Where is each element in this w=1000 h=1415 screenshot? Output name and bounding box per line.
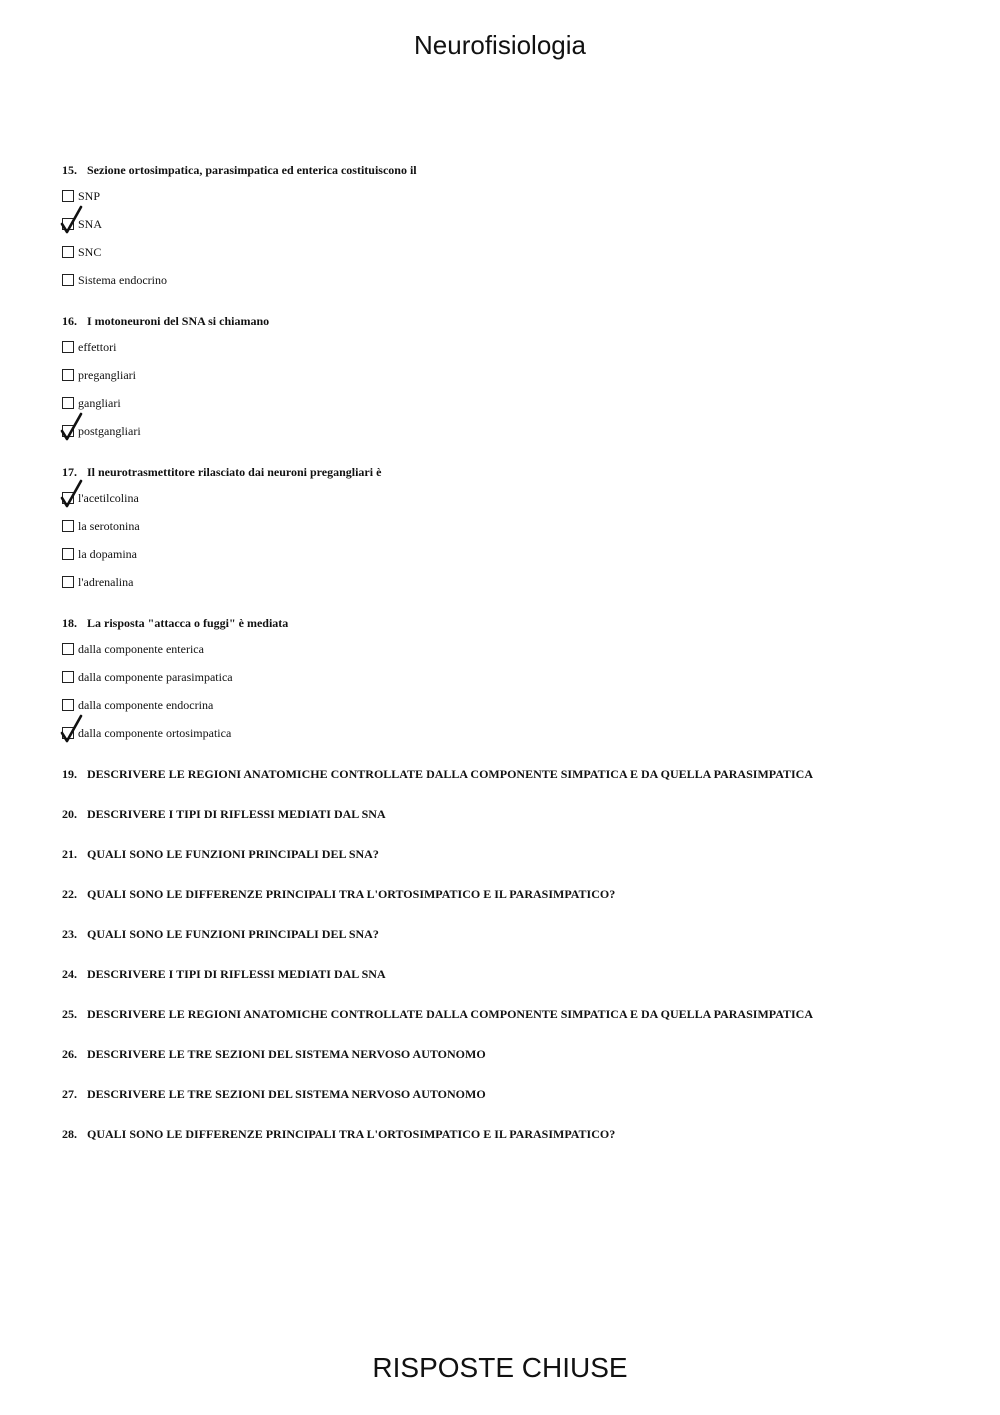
open-question-26 <box>62 1046 962 1063</box>
checkbox[interactable] <box>62 727 74 739</box>
question-text: I motoneuroni del SNA si chiamano <box>87 314 270 328</box>
option-list <box>62 490 962 602</box>
option-label: la dopamina <box>78 547 137 561</box>
question-heading <box>62 464 962 481</box>
option-item[interactable] <box>62 574 962 602</box>
option-label: l'adrenalina <box>78 575 134 589</box>
question-17 <box>62 464 962 602</box>
question-number: 19. <box>62 767 77 781</box>
checkbox[interactable] <box>62 576 74 588</box>
option-item[interactable] <box>62 490 962 518</box>
page-title: Neurofisiologia <box>414 30 586 60</box>
option-item[interactable] <box>62 216 962 244</box>
question-text: DESCRIVERE LE REGIONI ANATOMICHE CONTROLLATE DALLA COMPONENTE SIMPATICA E DA QUELLA PARASIMPATICA <box>87 1007 813 1021</box>
option-item[interactable] <box>62 697 962 725</box>
question-heading <box>62 1086 962 1103</box>
question-heading <box>62 162 962 179</box>
question-18 <box>62 615 962 753</box>
option-label: gangliari <box>78 396 121 410</box>
option-label: SNA <box>78 217 103 231</box>
checkbox[interactable] <box>62 397 74 409</box>
question-text: La risposta "attacca o fuggi" è mediata <box>87 616 289 630</box>
question-text: QUALI SONO LE FUNZIONI PRINCIPALI DEL SNA? <box>87 927 379 941</box>
option-label: la serotonina <box>78 519 140 533</box>
option-label: dalla componente ortosimpatica <box>78 726 232 740</box>
option-item[interactable] <box>62 518 962 546</box>
option-label: effettori <box>78 340 117 354</box>
checkbox[interactable] <box>62 341 74 353</box>
question-number: 20. <box>62 807 77 821</box>
question-number: 17. <box>62 465 77 479</box>
question-number: 25. <box>62 1007 77 1021</box>
question-number: 24. <box>62 967 77 981</box>
option-item[interactable] <box>62 546 962 574</box>
option-item[interactable] <box>62 272 962 300</box>
option-label: SNP <box>78 189 101 203</box>
option-label: dalla componente parasimpatica <box>78 670 233 684</box>
question-heading <box>62 926 962 943</box>
question-heading <box>62 1006 962 1023</box>
checkbox[interactable] <box>62 274 74 286</box>
question-list <box>62 162 962 1166</box>
open-question-27 <box>62 1086 962 1103</box>
option-item[interactable] <box>62 339 962 367</box>
question-heading <box>62 313 962 330</box>
option-label: dalla componente endocrina <box>78 698 214 712</box>
option-label: Sistema endocrino <box>78 273 167 287</box>
question-heading <box>62 886 962 903</box>
open-question-22 <box>62 886 962 903</box>
option-label: pregangliari <box>78 368 136 382</box>
option-item[interactable] <box>62 367 962 395</box>
checkbox[interactable] <box>62 369 74 381</box>
option-list <box>62 641 962 753</box>
option-label: l'acetilcolina <box>78 491 139 505</box>
question-text: QUALI SONO LE FUNZIONI PRINCIPALI DEL SNA? <box>87 847 379 861</box>
question-number: 21. <box>62 847 77 861</box>
checkbox[interactable] <box>62 671 74 683</box>
question-heading <box>62 806 962 823</box>
option-label: SNC <box>78 245 102 259</box>
footer-label: RISPOSTE CHIUSE <box>372 1352 628 1383</box>
question-number: 26. <box>62 1047 77 1061</box>
question-number: 16. <box>62 314 77 328</box>
open-question-24 <box>62 966 962 983</box>
question-number: 15. <box>62 163 77 177</box>
open-question-23 <box>62 926 962 943</box>
question-heading <box>62 846 962 863</box>
question-heading <box>62 1046 962 1063</box>
open-question-19 <box>62 766 962 783</box>
question-number: 28. <box>62 1127 77 1141</box>
option-label: dalla componente enterica <box>78 642 204 656</box>
option-item[interactable] <box>62 188 962 216</box>
option-list <box>62 339 962 451</box>
checkbox[interactable] <box>62 643 74 655</box>
option-item[interactable] <box>62 669 962 697</box>
question-16 <box>62 313 962 451</box>
question-number: 18. <box>62 616 77 630</box>
checkbox[interactable] <box>62 190 74 202</box>
question-heading <box>62 766 962 783</box>
question-heading <box>62 966 962 983</box>
question-text: DESCRIVERE LE TRE SEZIONI DEL SISTEMA NERVOSO AUTONOMO <box>87 1047 486 1061</box>
option-item[interactable] <box>62 423 962 451</box>
question-number: 23. <box>62 927 77 941</box>
question-text: DESCRIVERE LE TRE SEZIONI DEL SISTEMA NERVOSO AUTONOMO <box>87 1087 486 1101</box>
checkbox[interactable] <box>62 699 74 711</box>
checkbox[interactable] <box>62 520 74 532</box>
option-item[interactable] <box>62 725 962 753</box>
checkbox[interactable] <box>62 425 74 437</box>
question-15 <box>62 162 962 300</box>
option-item[interactable] <box>62 641 962 669</box>
option-item[interactable] <box>62 244 962 272</box>
question-text: Il neurotrasmettitore rilasciato dai neuroni pregangliari è <box>87 465 382 479</box>
option-list <box>62 188 962 300</box>
checkbox[interactable] <box>62 492 74 504</box>
question-heading <box>62 1126 962 1143</box>
checkbox[interactable] <box>62 218 74 230</box>
open-question-21 <box>62 846 962 863</box>
open-question-25 <box>62 1006 962 1023</box>
open-question-20 <box>62 806 962 823</box>
question-text: Sezione ortosimpatica, parasimpatica ed enterica costituiscono il <box>87 163 417 177</box>
question-text: QUALI SONO LE DIFFERENZE PRINCIPALI TRA L'ORTOSIMPATICO E IL PARASIMPATICO? <box>87 887 616 901</box>
question-text: DESCRIVERE I TIPI DI RIFLESSI MEDIATI DAL SNA <box>87 807 386 821</box>
open-question-28 <box>62 1126 962 1143</box>
option-item[interactable] <box>62 395 962 423</box>
question-number: 27. <box>62 1087 77 1101</box>
question-text: QUALI SONO LE DIFFERENZE PRINCIPALI TRA L'ORTOSIMPATICO E IL PARASIMPATICO? <box>87 1127 616 1141</box>
option-label: postgangliari <box>78 424 141 438</box>
question-heading <box>62 615 962 632</box>
question-text: DESCRIVERE LE REGIONI ANATOMICHE CONTROLLATE DALLA COMPONENTE SIMPATICA E DA QUELLA PARASIMPATICA <box>87 767 813 781</box>
question-number: 22. <box>62 887 77 901</box>
question-text: DESCRIVERE I TIPI DI RIFLESSI MEDIATI DAL SNA <box>87 967 386 981</box>
checkbox[interactable] <box>62 548 74 560</box>
checkbox[interactable] <box>62 246 74 258</box>
